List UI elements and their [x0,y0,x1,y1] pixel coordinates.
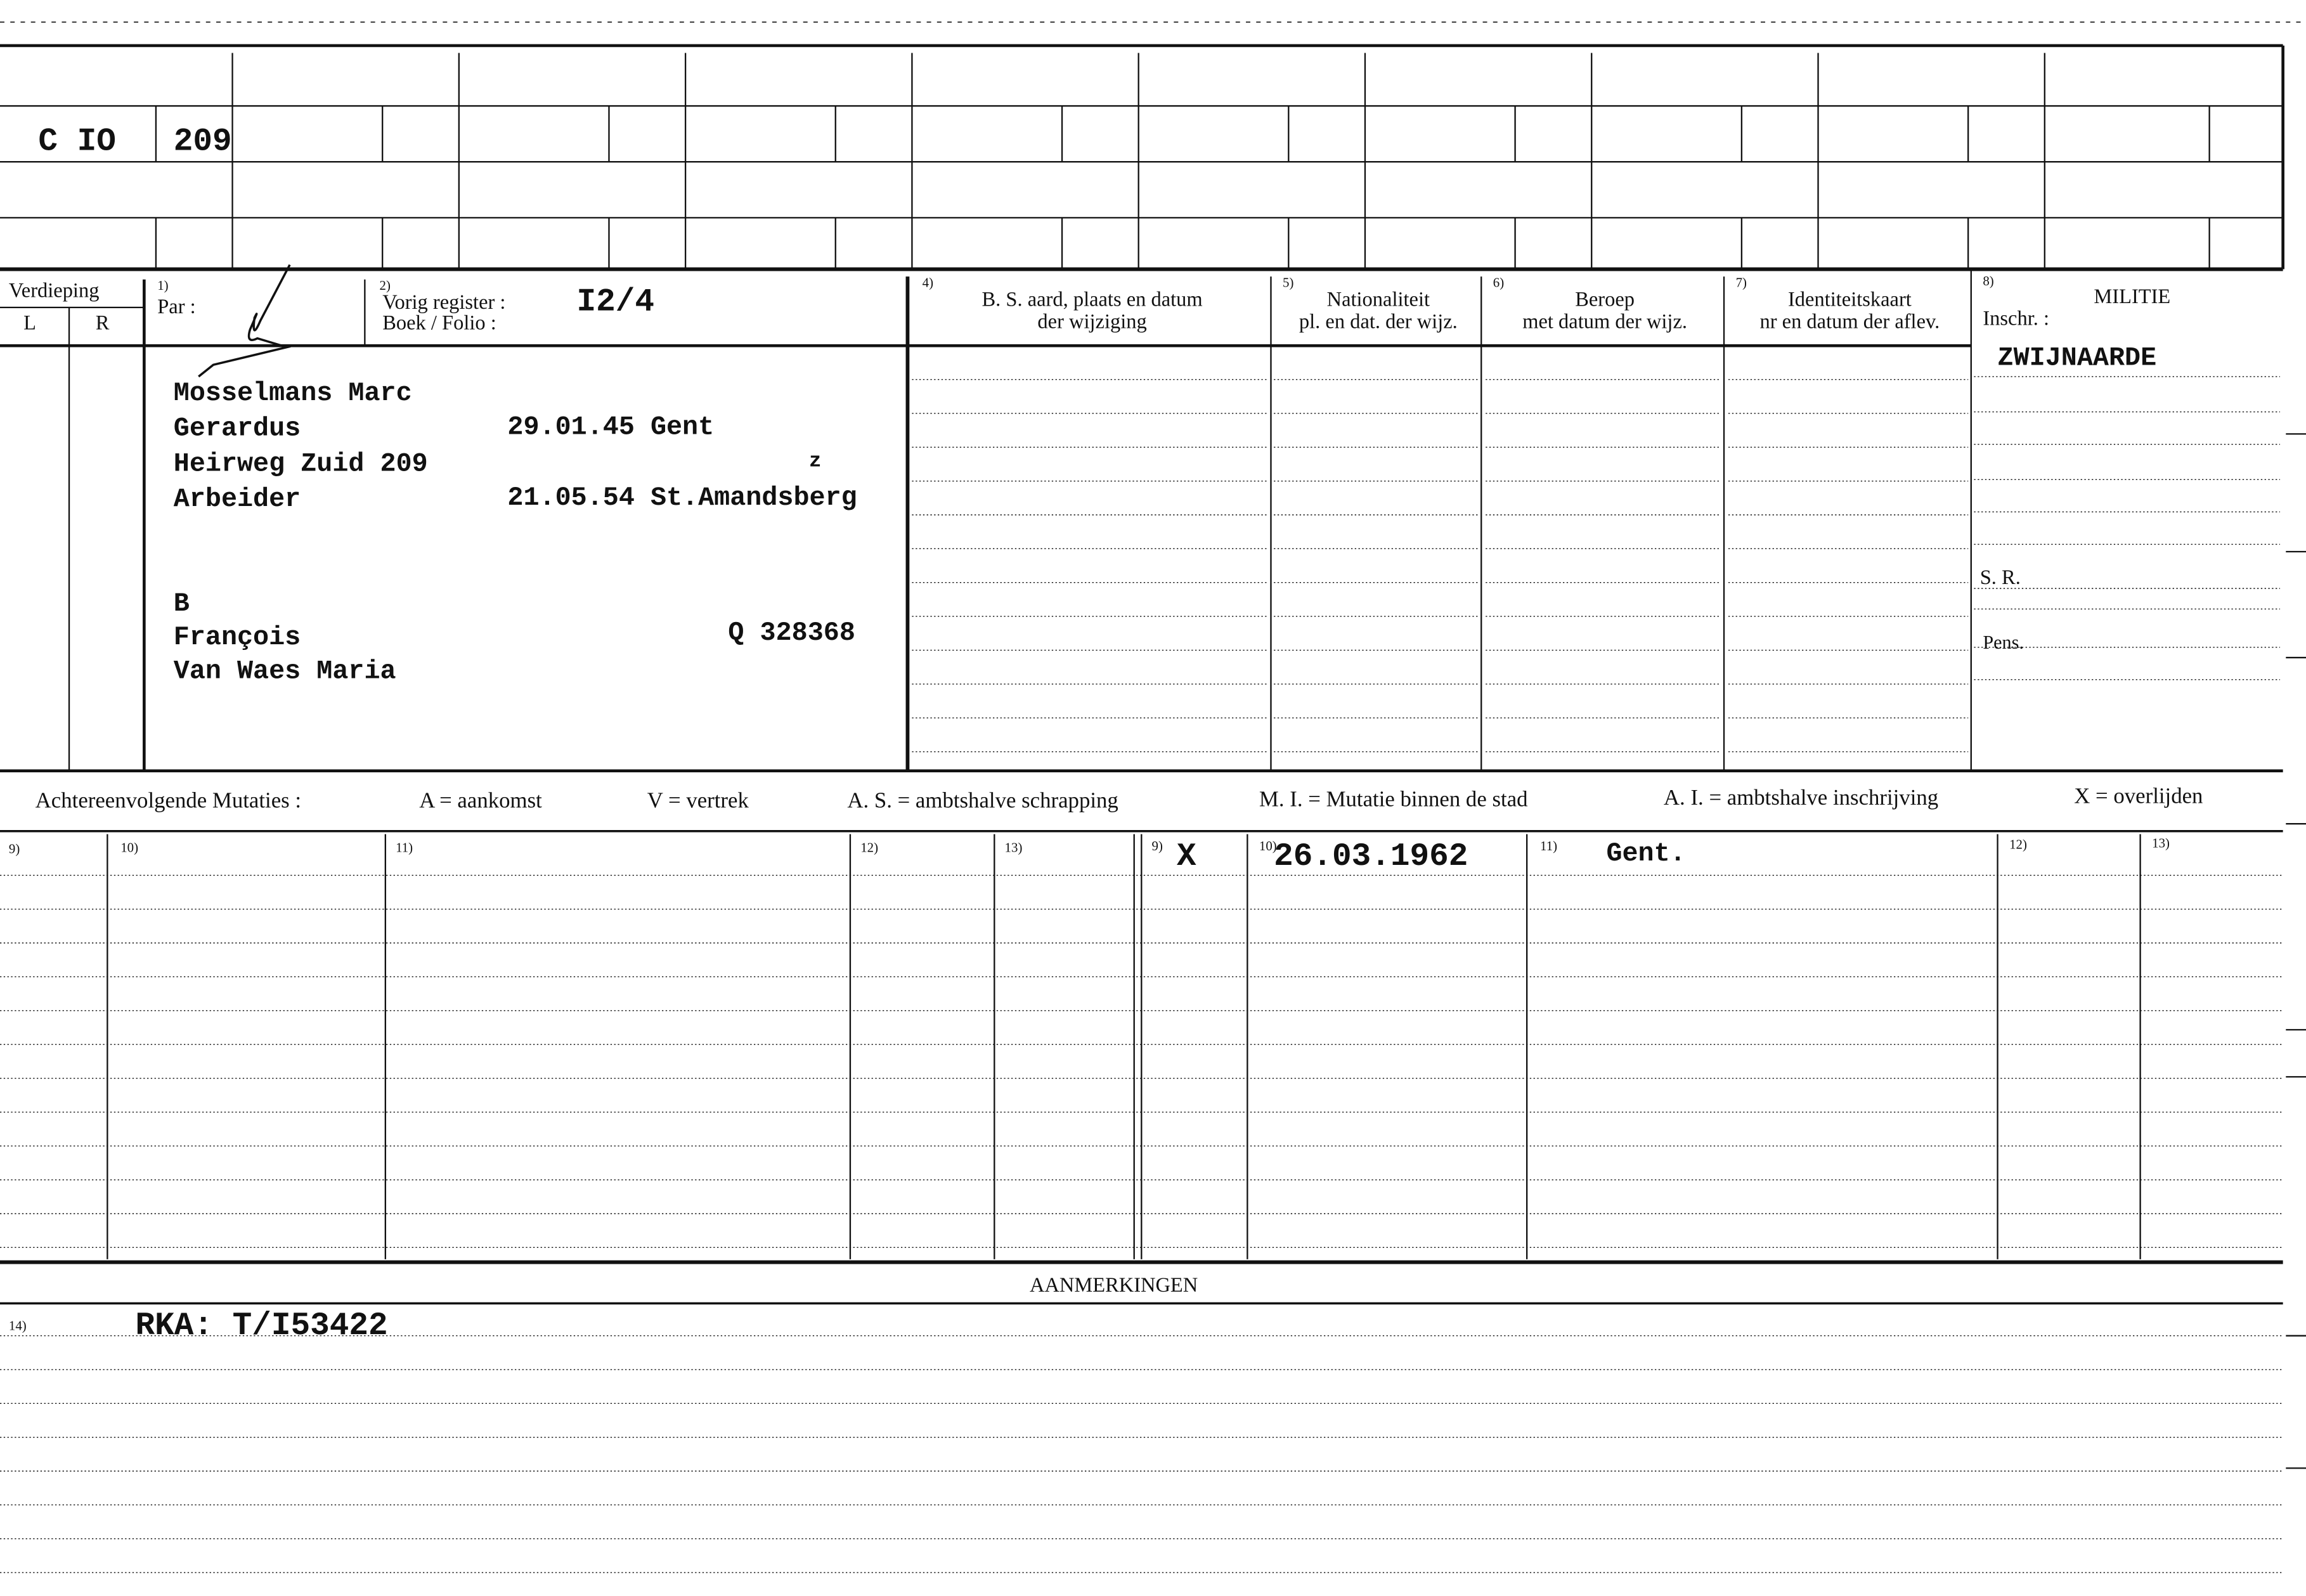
pens-label: Pens. [1983,631,2024,654]
bs-heading-1: B. S. aard, plaats en datum [981,290,1203,312]
person-id-number: Q 328368 [728,619,855,649]
verdieping-l-label: L [23,313,36,335]
nat-number: 5) [1283,275,1294,290]
verdieping-r-label: R [95,313,110,335]
legend-schrapping: A. S. = ambtshalve schrapping [847,789,1118,814]
remarks-text: RKA: T/I53422 [135,1307,388,1345]
person-mother: Van Waes Maria [173,658,396,687]
legend-mutatie: M. I. = Mutatie binnen de stad [1259,788,1528,812]
mut-right-col-9: 9) [1151,838,1163,853]
legend-vertrek: V = vertrek [647,789,749,814]
sr-label: S. R. [1979,568,2021,590]
person-birth: 29.01.45 Gent [507,413,715,443]
mutation-place: Gent. [1606,840,1686,870]
mut-left-col-11: 11) [396,840,413,855]
mutation-date: 26.03.1962 [1274,838,1468,876]
par-label: Par : [157,297,196,320]
mut-left-col-12: 12) [860,840,879,855]
legend-title: Achtereenvolgende Mutaties : [35,789,302,814]
person-occupation: Arbeider [173,485,301,515]
person-second-name: Gerardus [173,415,301,444]
beroep-heading-2: met datum der wijz. [1522,311,1688,334]
person-z-mark: z [809,450,822,474]
person-father: François [173,623,301,654]
person-address: Heirweg Zuid 209 [173,450,428,480]
vorig-register-label: Vorig register : [382,292,506,315]
boek-folio-label: Boek / Folio : [382,313,496,335]
mut-left-col-10: 10) [120,840,139,855]
mutation-type: X [1177,838,1196,876]
vorig-number: 2) [379,278,391,293]
beroep-number: 6) [1493,275,1505,290]
nat-heading-2: pl. en dat. der wijz. [1299,311,1458,334]
mut-right-col-12: 12) [2009,837,2027,852]
remarks-title: AANMERKINGEN [1030,1275,1198,1298]
person-arrival: 21.05.54 St.Amandsberg [507,484,857,514]
number-cell: 209 [173,123,232,160]
par-signature [169,262,302,380]
vorig-register-value: I2/4 [576,283,654,321]
inschr-label: Inschr. : [1983,309,2050,331]
par-number: 1) [157,278,169,293]
beroep-heading-1: Beroep [1575,290,1635,312]
person-surname: Mosselmans Marc [173,379,412,409]
remarks-number: 14) [8,1318,27,1333]
verdieping-label: Verdieping [8,281,100,303]
id-number: 7) [1735,275,1747,290]
legend-aankomst: A = aankomst [419,789,542,814]
militie-heading: MILITIE [2094,287,2171,309]
bs-heading-2: der wijziging [1037,311,1147,334]
mut-right-col-10: 10) [1259,838,1277,853]
id-heading-2: nr en datum der aflev. [1759,311,1940,334]
inschr-value: ZWIJNAARDE [1997,344,2157,374]
person-b-mark: B [173,590,190,620]
mut-left-col-9: 9) [8,841,20,857]
code-cell: C IO [38,123,116,160]
nat-heading-1: Nationaliteit [1326,290,1430,312]
bs-number: 4) [922,275,934,290]
id-heading-1: Identiteitskaart [1787,290,1912,312]
mut-right-col-11: 11) [1540,838,1558,853]
legend-inschrijving: A. I. = ambtshalve inschrijving [1663,787,1939,811]
legend-overlijden: X = overlijden [2074,785,2203,809]
mut-right-col-13: 13) [2152,835,2170,850]
militie-number: 8) [1983,273,1994,289]
mut-left-col-13: 13) [1004,840,1023,855]
